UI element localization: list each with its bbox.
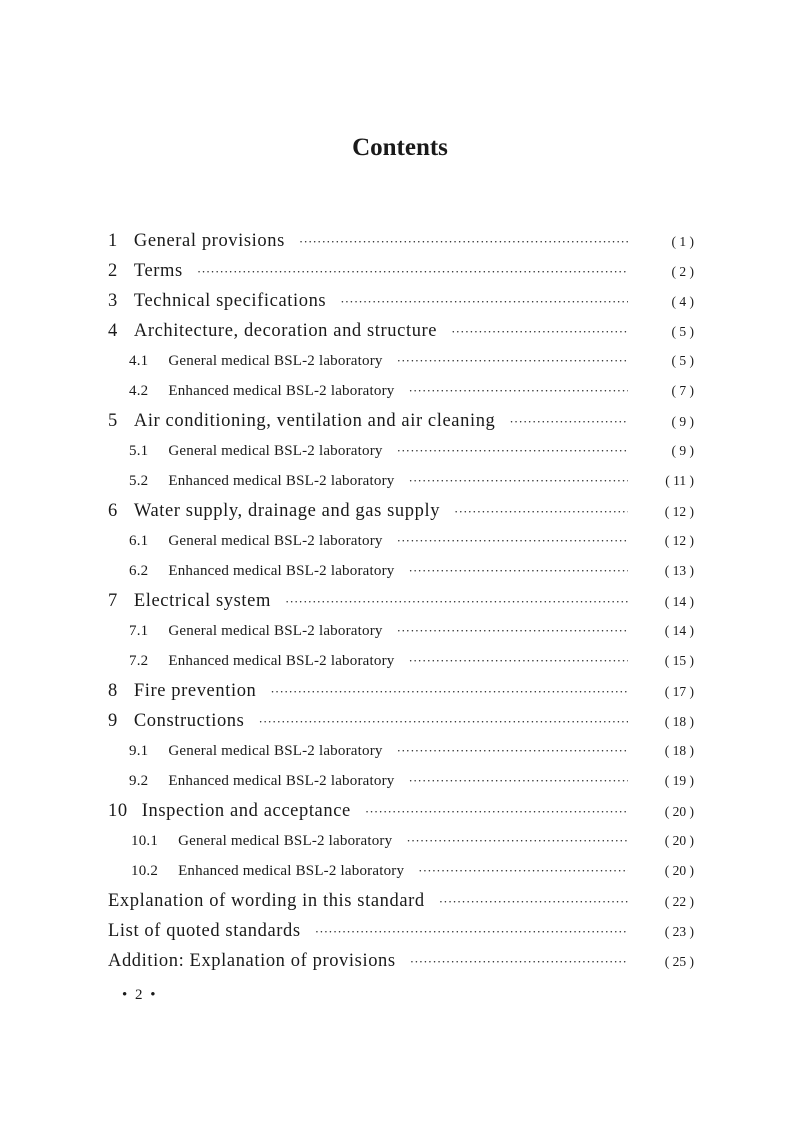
toc-number: 9 — [108, 711, 118, 731]
toc-page-number: ( 14 ) — [664, 594, 694, 609]
toc-entry-7-2[interactable] — [108, 646, 694, 676]
toc-entry-5[interactable] — [108, 406, 694, 436]
toc-entry-4-2[interactable] — [108, 376, 694, 406]
toc-entry-9[interactable] — [108, 706, 694, 736]
toc-leader-dots — [410, 947, 628, 977]
toc-number: 9.2 — [129, 773, 149, 789]
toc-entry-2[interactable] — [108, 256, 694, 286]
toc-label: Water supply, drainage and gas supply — [133, 501, 441, 521]
toc-label: Fire prevention — [133, 681, 257, 701]
toc-label: Enhanced medical BSL-2 laboratory — [178, 863, 405, 879]
toc-label: General provisions — [133, 231, 285, 251]
toc-leader-dots — [408, 466, 628, 496]
toc-entry-quoted-standards[interactable] — [108, 916, 694, 946]
toc-label: Enhanced medical BSL-2 laboratory — [168, 563, 395, 579]
toc-leader-dots — [285, 587, 628, 617]
toc-number: 4.2 — [129, 383, 149, 399]
toc-leader-dots — [397, 616, 628, 646]
toc-page-number: ( 20 ) — [664, 863, 694, 878]
toc-page-number: ( 23 ) — [664, 924, 694, 939]
toc-page-number: ( 4 ) — [671, 294, 694, 309]
toc-page-number: ( 18 ) — [664, 714, 694, 729]
toc-leader-dots — [408, 766, 628, 796]
toc-entry-6[interactable] — [108, 496, 694, 526]
toc-page-number: ( 18 ) — [664, 743, 694, 758]
toc-label: List of quoted standards — [108, 921, 301, 941]
toc-page-number: ( 12 ) — [664, 504, 694, 519]
toc-number: 10 — [108, 801, 128, 821]
toc-number: 5 — [108, 411, 118, 431]
toc-entry-10-2[interactable] — [108, 856, 694, 886]
toc-label: General medical BSL-2 laboratory — [168, 353, 383, 369]
toc-page-number: ( 15 ) — [664, 653, 694, 668]
toc-number: 10.1 — [131, 833, 159, 849]
toc-number: 7 — [108, 591, 118, 611]
toc-number: 4.1 — [129, 353, 149, 369]
toc-leader-dots — [397, 436, 628, 466]
toc-page-number: ( 20 ) — [664, 833, 694, 848]
toc-number: 5.1 — [129, 443, 149, 459]
toc-entry-3[interactable] — [108, 286, 694, 316]
toc-leader-dots — [397, 526, 628, 556]
toc-entry-10[interactable] — [108, 796, 694, 826]
toc-leader-dots — [315, 917, 628, 947]
toc-leader-dots — [406, 826, 628, 856]
toc-entry-6-1[interactable] — [108, 526, 694, 556]
toc-number: 2 — [108, 261, 118, 281]
toc-leader-dots — [439, 887, 628, 917]
toc-entry-6-2[interactable] — [108, 556, 694, 586]
toc-label: Inspection and acceptance — [141, 801, 351, 821]
toc-entry-addition[interactable] — [108, 946, 694, 976]
toc-leader-dots — [418, 856, 628, 886]
toc-page-number: ( 2 ) — [671, 264, 694, 279]
toc-page-number: ( 11 ) — [665, 473, 694, 488]
toc-leader-dots — [365, 797, 628, 827]
toc-entry-8[interactable] — [108, 676, 694, 706]
toc-entry-4[interactable] — [108, 316, 694, 346]
toc-entry-7[interactable] — [108, 586, 694, 616]
toc-page-number: ( 13 ) — [664, 563, 694, 578]
page-title: Contents — [352, 134, 448, 161]
toc-number: 6.1 — [129, 533, 149, 549]
toc-number: 6 — [108, 501, 118, 521]
toc-page-number: ( 19 ) — [664, 773, 694, 788]
toc-page-number: ( 20 ) — [664, 804, 694, 819]
toc-label: Architecture, decoration and structure — [133, 321, 438, 341]
toc-leader-dots — [408, 646, 628, 676]
toc-label: Explanation of wording in this standard — [108, 891, 425, 911]
toc-entry-5-1[interactable] — [108, 436, 694, 466]
toc-number: 10.2 — [131, 863, 159, 879]
toc-page-number: ( 5 ) — [671, 324, 694, 339]
toc-entry-7-1[interactable] — [108, 616, 694, 646]
toc-leader-dots — [397, 736, 628, 766]
toc-entry-1[interactable] — [108, 226, 694, 256]
toc-page-number: ( 1 ) — [671, 234, 694, 249]
toc-leader-dots — [454, 497, 628, 527]
toc-label: Constructions — [133, 711, 245, 731]
toc-label: Enhanced medical BSL-2 laboratory — [168, 653, 395, 669]
toc-label: Terms — [133, 261, 183, 281]
toc-leader-dots — [299, 227, 628, 257]
toc-page-number: ( 14 ) — [664, 623, 694, 638]
toc-page-number: ( 9 ) — [671, 414, 694, 429]
toc-label: Enhanced medical BSL-2 laboratory — [168, 473, 395, 489]
toc-number: 8 — [108, 681, 118, 701]
toc-leader-dots — [197, 257, 628, 287]
toc-page-number: ( 17 ) — [664, 684, 694, 699]
toc-number: 1 — [108, 231, 118, 251]
toc-leader-dots — [509, 407, 628, 437]
toc-entry-5-2[interactable] — [108, 466, 694, 496]
toc-number: 5.2 — [129, 473, 149, 489]
toc-entry-10-1[interactable] — [108, 826, 694, 856]
toc-label: Technical specifications — [133, 291, 327, 311]
toc-page-number: ( 7 ) — [671, 383, 694, 398]
toc-entry-4-1[interactable] — [108, 346, 694, 376]
toc-label: General medical BSL-2 laboratory — [168, 533, 383, 549]
toc-number: 7.1 — [129, 623, 149, 639]
toc-number: 7.2 — [129, 653, 149, 669]
toc-leader-dots — [397, 346, 628, 376]
toc-page-number: ( 9 ) — [671, 443, 694, 458]
toc-number: 3 — [108, 291, 118, 311]
toc-leader-dots — [258, 707, 628, 737]
toc-label: General medical BSL-2 laboratory — [178, 833, 393, 849]
toc-label: Enhanced medical BSL-2 laboratory — [168, 773, 395, 789]
toc-label: General medical BSL-2 laboratory — [168, 443, 383, 459]
toc-label: Electrical system — [133, 591, 271, 611]
toc-label: General medical BSL-2 laboratory — [168, 623, 383, 639]
toc-leader-dots — [408, 376, 628, 406]
toc-entry-9-1[interactable] — [108, 736, 694, 766]
toc-label: Air conditioning, ventilation and air cleaning — [133, 411, 496, 431]
table-of-contents — [108, 226, 694, 976]
toc-page-number: ( 5 ) — [671, 353, 694, 368]
toc-leader-dots — [408, 556, 628, 586]
toc-entry-explanation-of-wording[interactable] — [108, 886, 694, 916]
page-footer-number: • 2 • — [122, 987, 158, 1003]
toc-label: Addition: Explanation of provisions — [108, 951, 396, 971]
toc-page-number: ( 12 ) — [664, 533, 694, 548]
toc-label: Enhanced medical BSL-2 laboratory — [168, 383, 395, 399]
toc-number: 9.1 — [129, 743, 149, 759]
toc-page-number: ( 22 ) — [664, 894, 694, 909]
toc-leader-dots — [451, 317, 628, 347]
toc-leader-dots — [270, 677, 628, 707]
toc-number: 6.2 — [129, 563, 149, 579]
toc-leader-dots — [340, 287, 628, 317]
toc-label: General medical BSL-2 laboratory — [168, 743, 383, 759]
toc-page-number: ( 25 ) — [664, 954, 694, 969]
toc-entry-9-2[interactable] — [108, 766, 694, 796]
toc-number: 4 — [108, 321, 118, 341]
